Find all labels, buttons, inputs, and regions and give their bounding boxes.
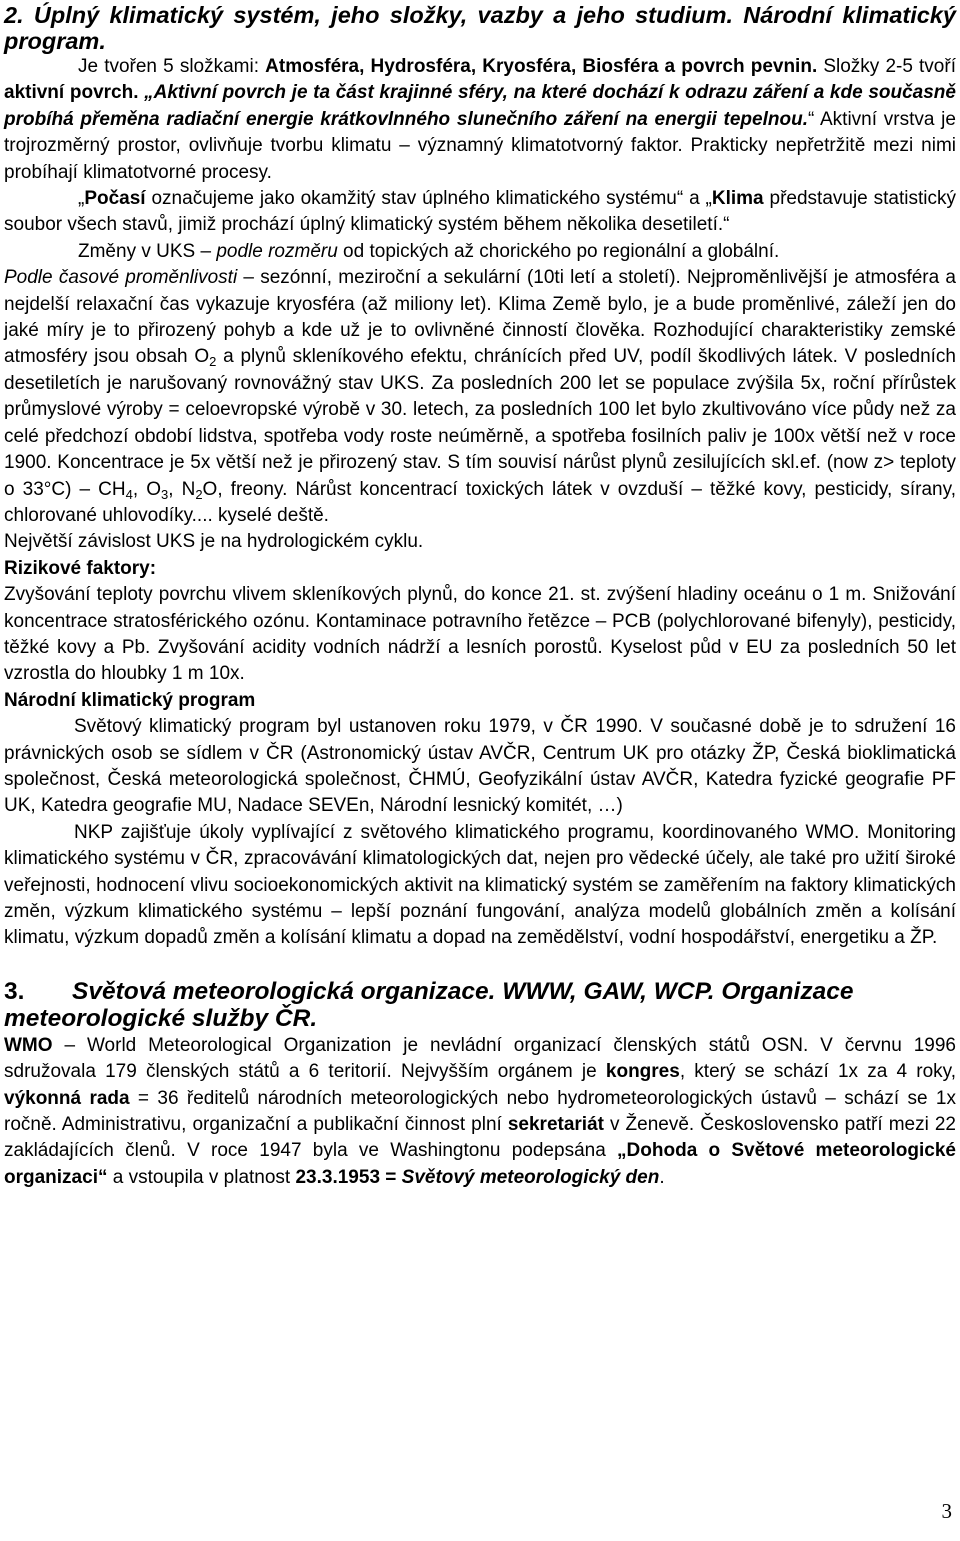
text-run-bold: Počasí: [84, 188, 146, 210]
text-run: od topických až chorického po regionální a globální.: [337, 240, 780, 262]
text-run: Složky 2-5 tvoří: [817, 56, 956, 77]
paragraph-variability: [4, 265, 956, 529]
section-2-heading: 2. Úplný klimatický systém, jeho složky, vazby a jeho studium. Národní klimatický program.: [4, 2, 956, 54]
text-run: = 36 ředitelů národních meteorologických nebo hydrometeorologických ústavů – schází se 1x ročně. Administrativu, organizační a publikační činnost plní: [4, 1087, 956, 1136]
paragraph-wmo: [4, 1033, 956, 1191]
text-run-italic: Podle časové proměnlivosti: [4, 267, 238, 289]
text-run: “ Aktivní vrstva je trojrozměrný prostor, ovlivňuje tvorbu klimatu – významný klimatotvorný faktor. Prakticky nepřetržitě mezi nimi probíhají klimatotvorné procesy.: [4, 108, 956, 183]
text-run-bold: sekretariát: [507, 1114, 604, 1136]
text-run-bold: „Dohoda o Světové meteorologické organizaci“: [4, 1140, 956, 1188]
subscript: 3: [160, 486, 169, 502]
text-run: O, freony. Nárůst koncentrací toxických látek v ovzduší – těžké kovy, pesticidy, sírany, chlorované uhlovodíky.... kyselé deště.: [4, 478, 956, 526]
text-run: – sezónní, meziroční a sekulární (10ti letí a století). Nejproměnlivější je atmosféra a nejdelší relaxační čas vykazuje kryosféra (až miliony let). Klima Země bylo, je a bude proměnlivé, záleží jen do jaké míry je to přirozený pohyb a kde už je to ovlivněné činností člověka. Rozhodující charakteristiky zemské atmosféry jsou obsah O: [4, 267, 956, 368]
text-run: Je tvořen 5 složkami:: [78, 56, 266, 77]
paragraph-hydrology: Největší závislost UKS je na hydrologickém cyklu.: [4, 531, 424, 553]
subscript: 2: [195, 486, 203, 502]
paragraph-risk-factors: Zvyšování teploty povrchu vlivem skleníkových plynů, do konce 21. st. zvýšení hladiny oceánu o 1 m. Snižování koncentrace stratosférického ozónu. Kontaminace potravního řetězce – PCB (polychlorované bifenyly), pesticidy, těžké kovy a Pb. Zvyšování acidity vodních nádrží a lesních porostů. Kyselost půd v EU za posledních 50 let vzrostla do hloubky 1 m 10x.: [4, 584, 956, 685]
paragraph-changes: [4, 239, 956, 265]
section-number: 3.: [4, 977, 25, 1005]
paragraph-nkp-tasks: NKP zajišťuje úkoly vyplívající z světového klimatického programu, koordinovaného WMO. Monitoring klimatického systému v ČR, zpracovávání klimatologických dat, nejen pro vědecké účely, ale také pro užití široké veřejnosti, hodnocení vlivu socioekonomických aktivit na klimatický systém se zaměřením na faktory klimatických změn, výzkum klimatického systému – lepší poznání fungování, analýza modelů globálních změn a kolísání klimatu, výzkum dopadů změn a kolísání klimatu a dopad na zemědělství, vodní hospodářství, energetiku a ŽP.: [4, 821, 956, 949]
text-run: v Ženevě. Československo patří mezi 22 zakládajících členů. V roce 1947 byla ve Washingtonu podepsána: [4, 1114, 956, 1162]
paragraph-nkp-program: Světový klimatický program byl ustanoven roku 1979, v ČR 1990. V současné době je to sdružení 16 právnických osob se sídlem v ČR (Astronomický ústav AVČR, Centrum UK pro otázky ŽP, Česká bioklimatická společnost, Česká meteorologická společnost, ČHMÚ, Geofyzikální ústav AVČR, Katedra fyzické geografie PF UK, Katedra geografie MU, Nadace SEVEn, Národní lesnický komitét, …): [4, 716, 956, 817]
text-run: označujeme jako okamžitý stav úplného klimatického systému“ a „: [145, 188, 712, 210]
text-run-bold: 23.3.1953 =: [295, 1166, 402, 1188]
risk-factors-heading: Rizikové faktory:: [4, 557, 157, 579]
text-run-bold-italic: Světový meteorologický den: [401, 1166, 660, 1188]
text-run: a plynů skleníkového efektu, chránících před UV, podíl škodlivých látek. V posledních desetiletích je narušovaný rovnovážný stav UKS. Za posledních 200 let se populace zvýšila 5x, roční přírůstek průmyslové výroby = celoevropské výrobě v 30. letech, za posledních 100 let bylo zkultivováno více půdy než za celé předchozí období lidstva, spotřeba vody roste neúměrně, a spotřeba fosilních paliv je 100x větší než v roce 1900. Koncentrace je 5x větší než je přirozený stav. S tím souvisí nárůst plynů zesilujících skl.ef. (now z> teploty o 33°C) – CH: [4, 346, 956, 500]
text-run: Změny v UKS –: [78, 240, 217, 262]
text-run-bold-italic: „Aktivní povrch je ta část krajinné sféry, na které dochází k odrazu záření a kde současně probíhá přeměna radiační energie krátkovlnného slunečního záření na energii tepelnou.: [4, 82, 956, 130]
paragraph-weather-climate: [4, 186, 956, 239]
text-run: a vstoupila v platnost: [107, 1166, 296, 1188]
text-run: představuje statistický soubor všech stavů, jimiž prochází úplný klimatický systém během několika desetiletí.“: [4, 188, 956, 236]
text-run: – World Meteorological Organization je nevládní organizací členských států OSN. V červnu 1996 sdružovala 179 členských států a 6 teritorií. Nejvyšším orgánem je: [4, 1034, 956, 1083]
subscript: 4: [125, 486, 133, 502]
nkp-heading: Národní klimatický program: [4, 689, 256, 711]
section-3-title: Světová meteorologická organizace. WWW, GAW, WCP. Organizace meteorologické služby ČR.: [4, 977, 854, 1033]
text-run-bold: kongres: [605, 1061, 680, 1083]
text-run-bold: aktivní povrch.: [4, 82, 139, 104]
text-run: „: [78, 188, 85, 210]
text-run-bold: WMO: [4, 1034, 53, 1056]
text-run: .: [659, 1166, 665, 1188]
text-run-bold: výkonná rada: [4, 1087, 130, 1109]
paragraph-composition: [4, 54, 956, 186]
text-run: , který se schází 1x za 4 roky,: [679, 1061, 956, 1083]
page-number: 3: [941, 1499, 952, 1523]
subscript: 2: [209, 354, 217, 370]
text-run-bold: Klima: [711, 188, 764, 210]
text-run: , O: [132, 478, 161, 500]
text-run-italic: podle rozměru: [216, 240, 338, 262]
text-run-bold: Atmosféra, Hydrosféra, Kryosféra, Biosféra a povrch pevnin.: [265, 56, 818, 77]
text-run: , N: [168, 478, 196, 500]
section-3-heading: [4, 978, 956, 1033]
